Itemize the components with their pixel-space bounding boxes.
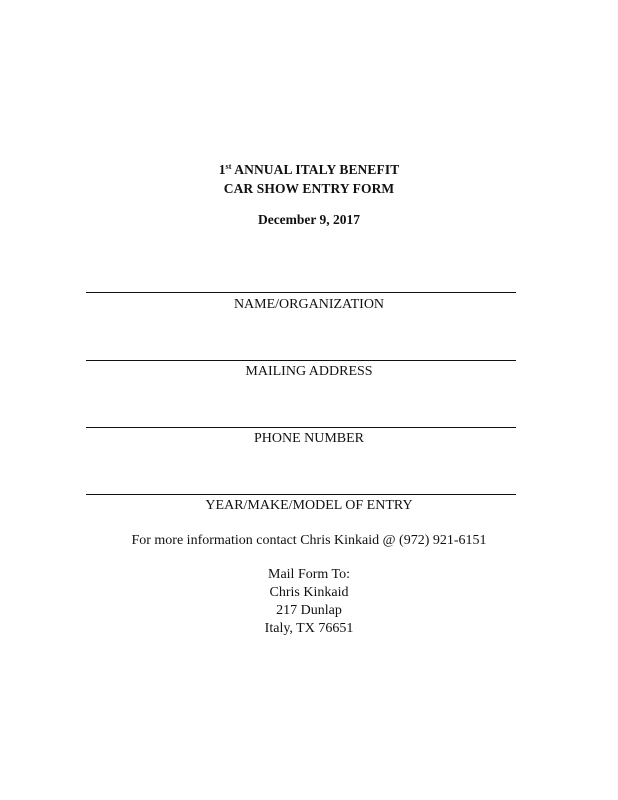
phone-number-line[interactable] (86, 427, 516, 428)
title-line-1-text: ANNUAL ITALY BENEFIT (231, 162, 400, 177)
title-ordinal-suffix: st (225, 162, 232, 171)
mail-to-street: 217 Dunlap (276, 603, 342, 618)
year-make-model-line[interactable] (86, 494, 516, 495)
contact-info: For more information contact Chris Kinkaid @ (972) 921-6151 (131, 533, 487, 548)
mail-to-name: Chris Kinkaid (269, 585, 349, 600)
mailing-address-label: MAILING ADDRESS (245, 364, 373, 379)
form-title-line-2: CAR SHOW ENTRY FORM (223, 181, 395, 196)
name-organization-line[interactable] (86, 292, 516, 293)
event-date: December 9, 2017 (257, 212, 361, 227)
mailing-address-line[interactable] (86, 360, 516, 361)
mail-to-city: Italy, TX 76651 (264, 621, 354, 636)
mail-to-block (0, 566, 618, 638)
name-organization-label: NAME/ORGANIZATION (233, 297, 385, 312)
year-make-model-label: YEAR/MAKE/MODEL OF ENTRY (205, 498, 413, 513)
mail-to-heading: Mail Form To: (268, 567, 350, 582)
title-ordinal-number: 1 (218, 162, 226, 177)
form-title-line-1 (0, 162, 618, 178)
phone-number-label: PHONE NUMBER (253, 431, 365, 446)
